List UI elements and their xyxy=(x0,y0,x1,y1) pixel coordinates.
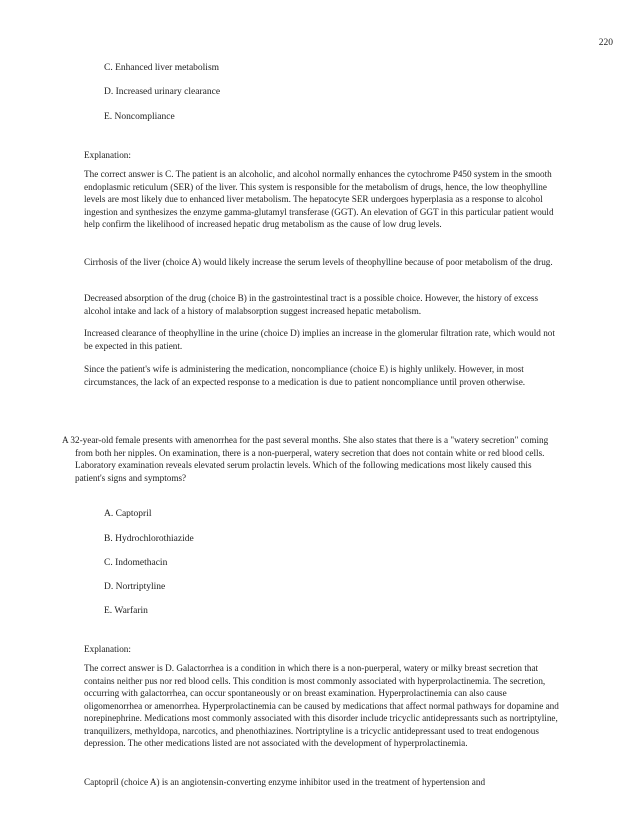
q2-paragraph: The correct answer is D. Galactorrhea is a condition in which there is a non-puerperal, watery or milky breast secretion that contains neither pus nor red blood cells. This condition is most commonly associated with hyperprolactinemia. The secretion, occurring with galactorrhea, can occur spontaneously or on breast examination. Hyperprolactinemia can also cause oligomenorrhea or amenorrhea. Hyperprolactinemia can be caused by medications that affect normal pathways for dopamine and norepinephrine. Medications most commonly associated with this disorder include tricyclic antidepressants such as nortriptyline, tranquilizers, methyldopa, narcotics, and phenothiazines. Nortriptyline is a tricyclic antidepressant used to treat endogenous depression. The other medications listed are not associated with the development of hyperprolactinemia. xyxy=(84,663,559,748)
q1-paragraph: Since the patient's wife is administering the medication, noncompliance (choice E) is highly unlikely. However, in most circumstances, the lack of an expected response to a medication is due to patient noncompliance until proven otherwise. xyxy=(84,364,526,387)
q1-paragraph: Decreased absorption of the drug (choice B) in the gastrointestinal tract is a possible choice. However, the history of excess alcohol intake and lack of a history of malabsorption suggest increased hepatic metabolism. xyxy=(84,293,539,316)
q1-paragraph: Increased clearance of theophylline in the urine (choice D) implies an increase in the glomerular filtration rate, which would not be expected in this patient. xyxy=(84,328,555,351)
q2-option-e: E. Warfarin xyxy=(104,606,148,616)
q2-explanation-heading: Explanation: xyxy=(84,644,131,654)
q1-option-e: E. Noncompliance xyxy=(104,112,175,122)
q2-paragraph: Captopril (choice A) is an angiotensin-converting enzyme inhibitor used in the treatment of hypertension and xyxy=(84,777,486,787)
q2-option-a: A. Captopril xyxy=(104,509,152,519)
q2-option-c: C. Indomethacin xyxy=(104,558,168,568)
q2-option-d: D. Nortriptyline xyxy=(104,582,166,592)
q1-paragraph: The correct answer is C. The patient is an alcoholic, and alcohol normally enhances the cytochrome P450 system in the smooth endoplasmic reticulum (SER) of the liver. This system is responsible for the metabolism of drugs, hence, the low theophylline levels are most likely due to enhanced liver metabolism. The hepatocyte SER undergoes hyperplasia as a response to alcohol ingestion and synthesizes the enzyme gamma-glutamyl transferase (GGT). An elevation of GGT in this particular patient would help confirm the likelihood of increased hepatic drug metabolism as the cause of low drug levels. xyxy=(84,169,554,229)
q2-option-b: B. Hydrochlorothiazide xyxy=(104,534,194,544)
q1-option-d: D. Increased urinary clearance xyxy=(104,87,221,97)
page-number: 220 xyxy=(598,38,613,48)
q1-paragraph: Cirrhosis of the liver (choice A) would likely increase the serum levels of theophylline because of poor metabolism of the drug. xyxy=(84,257,553,267)
q1-explanation-heading: Explanation: xyxy=(84,150,131,160)
q1-option-c: C. Enhanced liver metabolism xyxy=(104,63,220,73)
q2-stem: A 32-year-old female presents with amenorrhea for the past several months. She also states that there is a "watery secretion" coming from both her nipples. On examination, there is a non-puerperal, watery secretion that does not contain white or red blood cells. Laboratory examination reveals elevated serum prolactin levels. Which of the following medications most likely caused this patient's signs and symptoms? xyxy=(62,435,549,483)
